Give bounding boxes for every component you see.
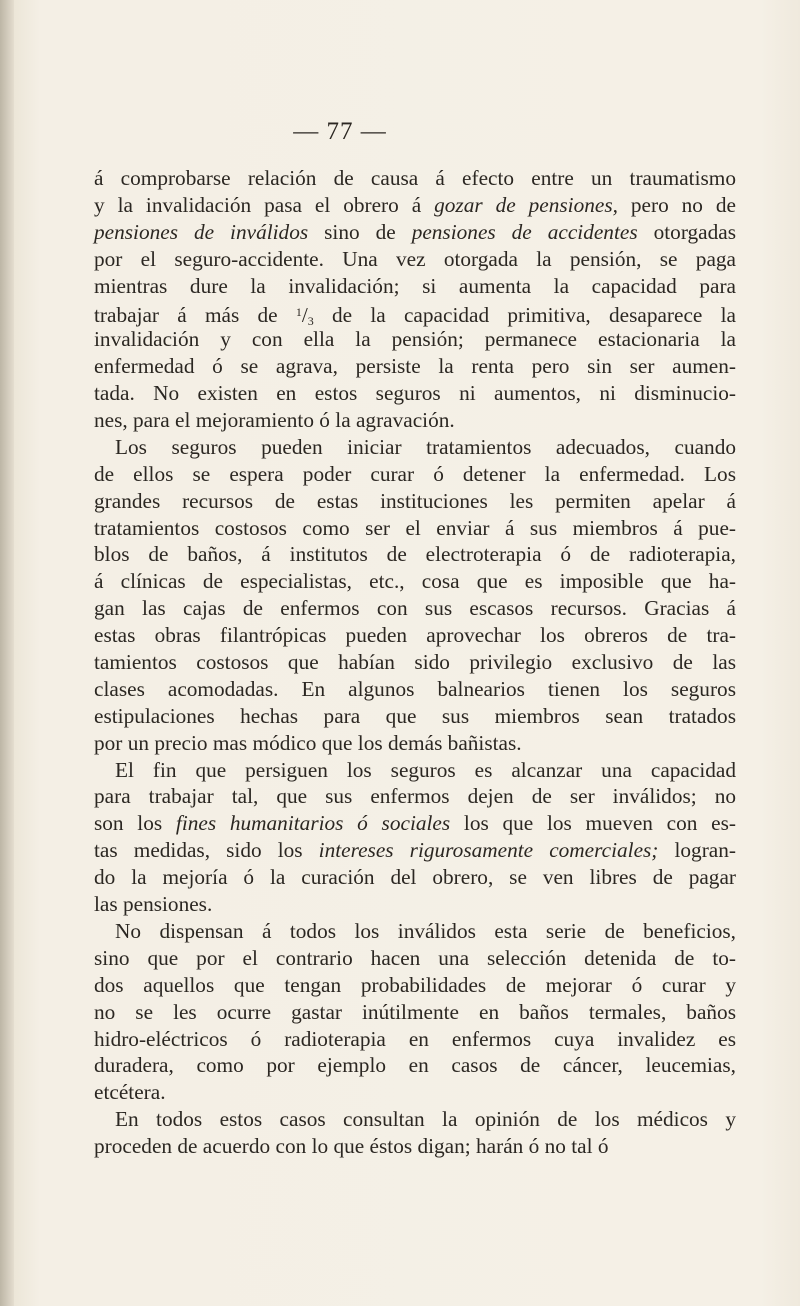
fraction-numerator: 1 <box>295 305 302 320</box>
body-text <box>94 165 736 1160</box>
page-number: — 77 — <box>293 118 387 145</box>
italic-span: pensiones de inválidos <box>94 219 309 244</box>
text-line: nes, para el mejoramiento ó la agravación. <box>94 408 455 433</box>
text-line: blos de baños, á institutos de electroterapia ó de radioterapia, <box>94 542 736 567</box>
text-span: logran- <box>658 838 736 863</box>
text-span: trabajar á más de <box>94 303 296 328</box>
text-span: sino de <box>308 219 412 244</box>
text-span: de la capacidad primitiva, desaparece la <box>313 303 736 328</box>
text-line: por un precio mas módico que los demás bañistas. <box>94 730 522 755</box>
text-span: y la invalidación pasa el obrero á <box>94 192 435 217</box>
text-line <box>94 837 736 864</box>
text-line: no se les ocurre gastar inútilmente en baños termales, baños <box>94 999 736 1024</box>
text-line: enfermedad ó se agrava, persiste la renta pero sin ser aumen- <box>94 354 736 379</box>
text-line: sino que por el contrario hacen una selección detenida de to- <box>94 945 736 970</box>
text-line: hidro-eléctricos ó radioterapia en enfermos cuya invalidez es <box>94 1026 736 1051</box>
text-line: invalidación y con ella la pensión; permanece estacionaria la <box>94 327 736 352</box>
text-line <box>94 219 736 246</box>
italic-span: intereses rigurosamente comerciales; <box>318 838 659 863</box>
text-span: pero no de <box>617 192 736 217</box>
text-line: de ellos se espera poder curar ó detener la enfermedad. Los <box>94 461 736 486</box>
fraction: $^1/_3$ <box>295 303 314 329</box>
text-span: otorgadas <box>637 219 737 244</box>
text-line: El fin que persiguen los seguros es alcanzar una capacidad <box>115 757 736 782</box>
text-line: estas obras filantrópicas pueden aprovechar los obreros de tra- <box>94 623 736 648</box>
text-line <box>94 810 736 837</box>
text-line: Los seguros pueden iniciar tratamientos adecuados, cuando <box>115 434 736 459</box>
fraction-denominator: 3 <box>307 314 314 329</box>
text-line: tratamientos costosos como ser el enviar á sus miembros á pue- <box>94 515 736 540</box>
text-line: etcétera. <box>94 1080 166 1105</box>
text-line: grandes recursos de estas instituciones les permiten apelar á <box>94 488 736 513</box>
text-line: á clínicas de especialistas, etc., cosa que es imposible que ha- <box>94 569 736 594</box>
text-line: dos aquellos que tengan probabilidades de mejorar ó curar y <box>94 972 736 997</box>
text-line: do la mejoría ó la curación del obrero, se ven libres de pagar <box>94 865 736 890</box>
italic-span: pensiones de accidentes <box>411 219 638 244</box>
text-line <box>94 192 736 219</box>
text-line: tada. No existen en estos seguros ni aumentos, ni disminucio- <box>94 381 736 406</box>
text-line: proceden de acuerdo con lo que éstos digan; harán ó no tal ó <box>94 1134 609 1159</box>
text-line: No dispensan á todos los inválidos esta serie de beneficios, <box>115 918 736 943</box>
italic-span: fines humanitarios ó sociales <box>175 811 451 836</box>
page-gutter-shadow <box>0 0 14 1306</box>
text-line <box>94 299 736 329</box>
text-line: duradera, como por ejemplo en casos de cáncer, leucemias, <box>94 1053 736 1078</box>
text-span: tas medidas, sido los <box>94 838 319 863</box>
text-line: á comprobarse relación de causa á efecto entre un traumatismo <box>94 166 736 190</box>
text-line: clases acomodadas. En algunos balnearios tienen los seguros <box>94 676 736 701</box>
text-line: mientras dure la invalidación; si aumenta la capacidad para <box>94 273 736 298</box>
text-span: los que los mueven con es- <box>450 811 736 836</box>
text-line: En todos estos casos consultan la opinión de los médicos y <box>115 1107 736 1132</box>
text-span: son los <box>94 811 176 836</box>
text-line: por el seguro-accidente. Una vez otorgada la pensión, se paga <box>94 246 736 271</box>
text-line: estipulaciones hechas para que sus miembros sean tratados <box>94 703 736 728</box>
text-line: tamientos costosos que habían sido privilegio exclusivo de las <box>94 650 736 675</box>
text-line: las pensiones. <box>94 892 213 917</box>
italic-span: gozar de pensiones, <box>434 192 618 217</box>
text-line: para trabajar tal, que sus enfermos dejen de ser inválidos; no <box>94 784 736 809</box>
text-line: gan las cajas de enfermos con sus escasos recursos. Gracias á <box>94 596 736 621</box>
